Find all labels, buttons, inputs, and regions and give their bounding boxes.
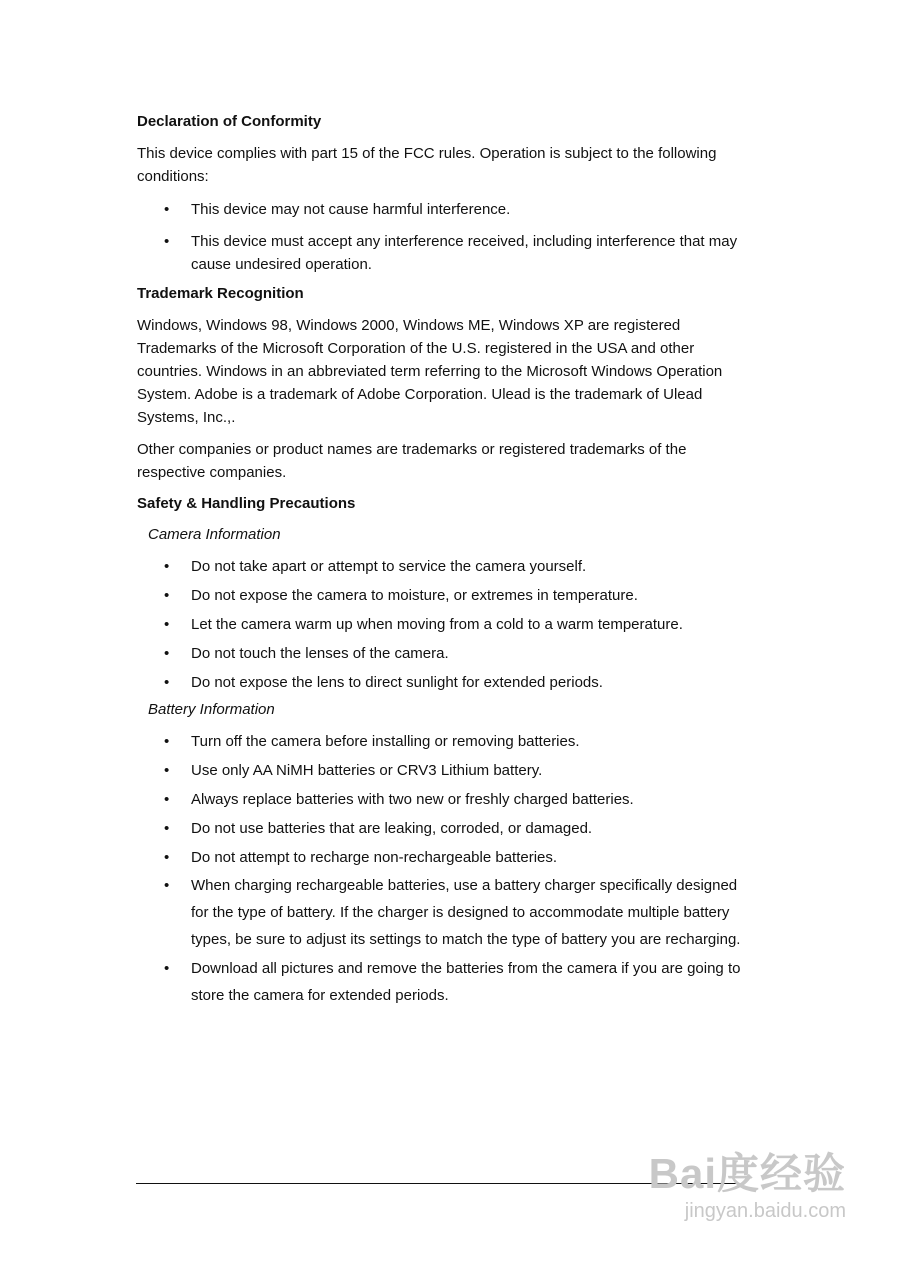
list-item: • Do not take apart or attempt to service the camera yourself. xyxy=(137,556,757,578)
camera-info-title: Camera Information xyxy=(148,526,281,543)
battery-list xyxy=(137,731,757,869)
list-item: • Use only AA NiMH batteries or CRV3 Lithium battery. xyxy=(137,760,757,782)
list-item: • Do not expose the camera to moisture, or extremes in temperature. xyxy=(137,585,757,607)
list-item: • Download all pictures and remove the batteries from the camera if you are going to store the camera for extended periods. xyxy=(137,955,757,1009)
safety-heading: Safety & Handling Precautions xyxy=(137,495,356,512)
watermark-url: jingyan.baidu.com xyxy=(684,1200,846,1222)
watermark-logo: Bai度经验 xyxy=(648,1150,846,1197)
conformity-intro: This device complies with part 15 of the FCC rules. Operation is subject to the following conditions: xyxy=(137,145,717,185)
list-item: • When charging rechargeable batteries, use a battery charger specifically designed for the type of battery. If the charger is designed to accommodate multiple battery types, be sure to adjust its settings to match the type of battery you are recharging. xyxy=(137,872,757,953)
camera-list xyxy=(137,556,757,694)
list-item: • Do not expose the lens to direct sunlight for extended periods. xyxy=(137,672,757,694)
list-item: • This device may not cause harmful interference. xyxy=(137,198,757,221)
conformity-list xyxy=(137,198,757,276)
baidu-watermark xyxy=(649,1150,846,1224)
list-item: • Turn off the camera before installing or removing batteries. xyxy=(137,731,757,753)
document-page xyxy=(137,112,757,1009)
trademark-para-1: Windows, Windows 98, Windows 2000, Windows ME, Windows XP are registered Trademarks of the Microsoft Corporation of the U.S. registered in the USA and other countries. Windows in an abbreviated term referring to the Microsoft Windows Operation System. Adobe is a trademark of Adobe Corporation. Ulead is the trademark of Ulead Systems, Inc.,. xyxy=(137,317,723,426)
battery-list-long xyxy=(137,872,757,1009)
trademark-para-2: Other companies or product names are trademarks or registered trademarks of the respective companies. xyxy=(137,441,687,481)
list-item: • This device must accept any interference received, including interference that may cause undesired operation. xyxy=(137,230,757,276)
list-item: • Let the camera warm up when moving from a cold to a warm temperature. xyxy=(137,614,757,636)
conformity-heading: Declaration of Conformity xyxy=(137,113,322,130)
battery-info-title: Battery Information xyxy=(148,701,275,718)
trademark-heading: Trademark Recognition xyxy=(137,285,304,302)
list-item: • Do not touch the lenses of the camera. xyxy=(137,643,757,665)
list-item: • Do not use batteries that are leaking, corroded, or damaged. xyxy=(137,818,757,840)
list-item: • Always replace batteries with two new or freshly charged batteries. xyxy=(137,789,757,811)
list-item: • Do not attempt to recharge non-rechargeable batteries. xyxy=(137,847,757,869)
